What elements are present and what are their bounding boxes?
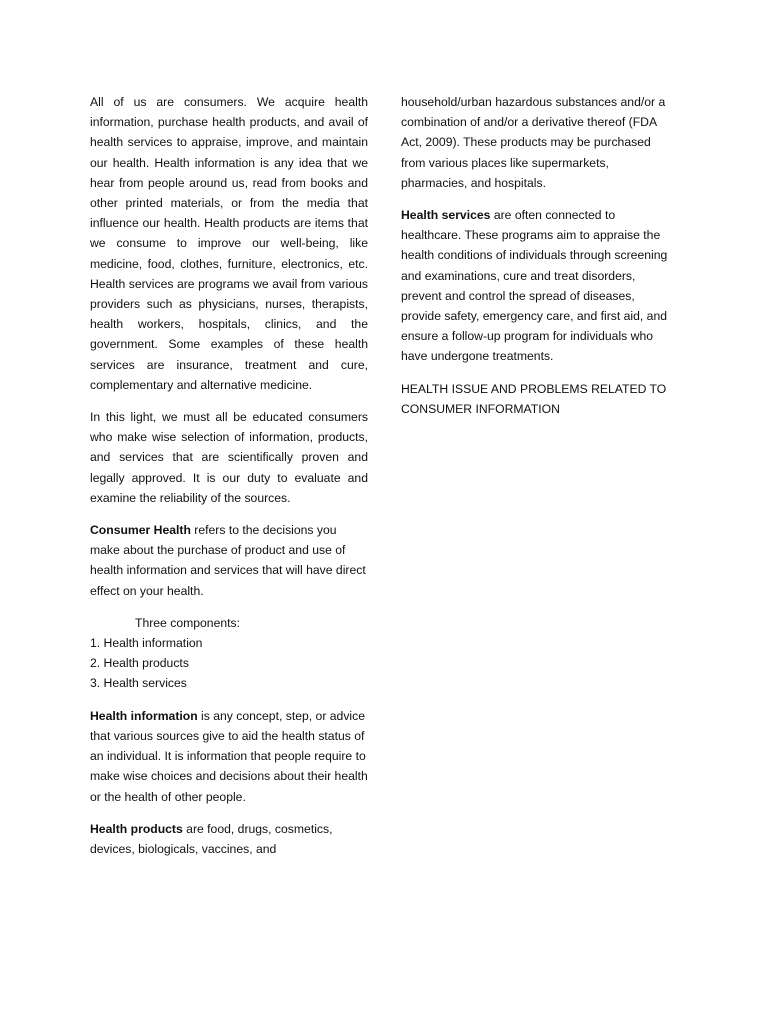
list-item: 3. Health services <box>90 676 187 691</box>
right-column <box>401 92 677 419</box>
health-products-continuation: household/urban hazardous substances and/or a combination of and/or a derivative thereof (FDA Act, 2009). These products may be purchased from various places like supermarkets, pharmacies, and hospitals. <box>401 95 666 190</box>
health-products-paragraph <box>90 819 368 859</box>
consumer-health-definition: refers to the decisions you make about the purchase of product and use of health information and services that will have direct effect on your health. <box>90 523 366 598</box>
consumer-health-term: Consumer Health <box>90 523 191 538</box>
educated-consumers-paragraph: In this light, we must all be educated consumers who make wise selection of information, products, and services that are scientifically proven and legally approved. It is our duty to evaluate and examine the reliability of the sources. <box>90 410 368 505</box>
health-information-definition: is any concept, step, or advice that various sources give to aid the health status of an individual. It is information that people require to make wise choices and decisions about their health or the health of other people. <box>90 708 368 804</box>
section-heading: HEALTH ISSUE AND PROBLEMS RELATED TO CONSUMER INFORMATION <box>401 381 667 416</box>
consumer-health-paragraph <box>90 520 368 601</box>
left-column <box>90 92 368 871</box>
list-item: 1. Health information <box>90 636 203 651</box>
health-services-paragraph <box>401 205 677 367</box>
health-products-term: Health products <box>90 821 183 836</box>
health-services-definition: are often connected to healthcare. These programs aim to appraise the health conditions of individuals through screening and examinations, cure and treat disorders, prevent and control the spread of diseases, provide safety, emergency care, and first aid, and ensure a follow-up program for individuals who have undergone treatments. <box>401 208 668 364</box>
components-list <box>90 633 368 694</box>
intro-paragraph: All of us are consumers. We acquire health information, purchase health products, and avail of health services to appraise, improve, and maintain our health. Health information is any idea that we hear from people around us, read from books and other printed materials, or from the media that influence our health. Health products are items that we consume to improve our well-being, like medicine, food, clothes, furniture, electronics, etc. Health services are programs we avail from various providers such as physicians, nurses, therapists, health workers, hospitals, clinics, and the government. Some examples of these health services are insurance, treatment and cure, complementary and alternative medicine. <box>90 95 368 392</box>
health-services-term: Health services <box>401 208 491 223</box>
health-information-term: Health information <box>90 708 198 723</box>
components-heading: Three components: <box>135 615 241 630</box>
list-item: 2. Health products <box>90 656 189 671</box>
health-information-paragraph <box>90 706 368 807</box>
health-products-definition: are food, drugs, cosmetics, devices, biologicals, vaccines, and <box>90 821 333 856</box>
